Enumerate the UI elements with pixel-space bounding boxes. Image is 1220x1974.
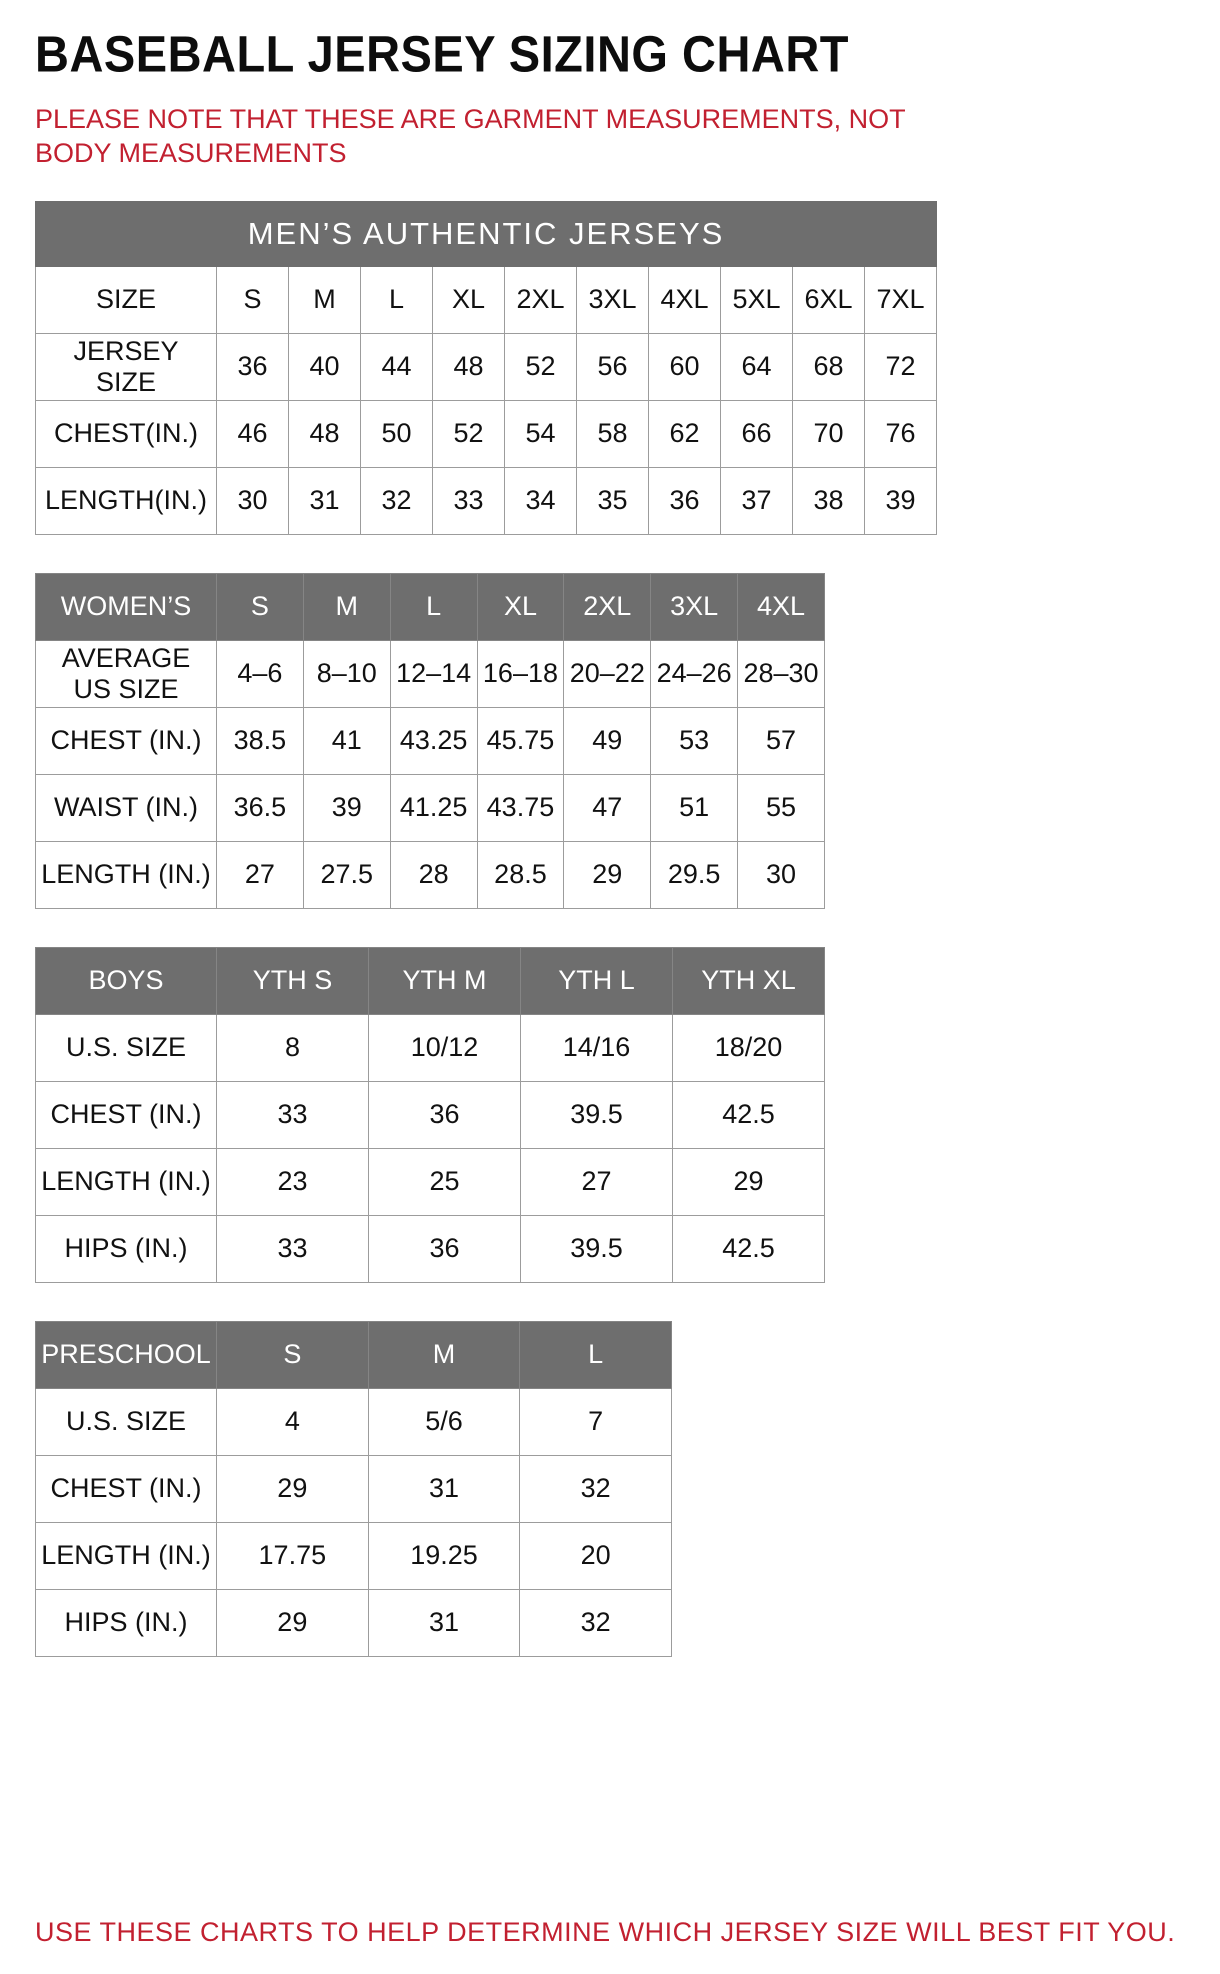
table-row — [36, 707, 825, 774]
table-cell: 12–14 — [390, 640, 477, 707]
table-cell: 62 — [649, 400, 721, 467]
table-cell: 24–26 — [651, 640, 738, 707]
table-cell: 33 — [217, 1215, 369, 1282]
table-cell: 44 — [361, 333, 433, 400]
table-cell: 68 — [793, 333, 865, 400]
table-row — [36, 1455, 672, 1522]
table-cell: 66 — [721, 400, 793, 467]
table-cell: 27 — [521, 1148, 673, 1215]
table-corner-label: WOMEN’S — [36, 573, 217, 640]
garment-measurement-note: PLEASE NOTE THAT THESE ARE GARMENT MEASUREMENTS, NOT BODY MEASUREMENTS — [35, 104, 906, 168]
column-header: M — [303, 573, 390, 640]
row-label: WAIST (IN.) — [36, 774, 217, 841]
table-row — [36, 1215, 825, 1282]
row-label: CHEST(IN.) — [36, 400, 217, 467]
boys-table — [35, 947, 825, 1283]
column-header: YTH S — [217, 947, 369, 1014]
table-cell: 42.5 — [673, 1081, 825, 1148]
table-cell: 25 — [369, 1148, 521, 1215]
column-header: YTH XL — [673, 947, 825, 1014]
table-row — [36, 266, 937, 333]
row-label: U.S. SIZE — [36, 1388, 217, 1455]
table-cell: 28–30 — [738, 640, 825, 707]
column-header: M — [368, 1321, 520, 1388]
table-row — [36, 1522, 672, 1589]
table-cell: 70 — [793, 400, 865, 467]
table-cell: 8–10 — [303, 640, 390, 707]
table-cell: 20–22 — [564, 640, 651, 707]
table-cell: 46 — [217, 400, 289, 467]
table-cell: 29 — [673, 1148, 825, 1215]
table-cell: 32 — [520, 1455, 672, 1522]
row-label: AVERAGE US SIZE — [36, 640, 217, 707]
table-cell: 39 — [865, 467, 937, 534]
table-row — [36, 1014, 825, 1081]
column-header: S — [217, 573, 304, 640]
table-cell: 31 — [368, 1455, 520, 1522]
table-header-row — [36, 1321, 672, 1388]
row-label: JERSEY SIZE — [36, 333, 217, 400]
row-label: U.S. SIZE — [36, 1014, 217, 1081]
row-label: LENGTH (IN.) — [36, 841, 217, 908]
table-cell: 4 — [217, 1388, 369, 1455]
table-cell: 17.75 — [217, 1522, 369, 1589]
table-cell: S — [217, 266, 289, 333]
table-cell: 60 — [649, 333, 721, 400]
column-header: 2XL — [564, 573, 651, 640]
table-cell: 34 — [505, 467, 577, 534]
table-row — [36, 640, 825, 707]
table-row — [36, 467, 937, 534]
table-cell: 3XL — [577, 266, 649, 333]
table-corner-label: PRESCHOOL — [36, 1321, 217, 1388]
table-cell: 35 — [577, 467, 649, 534]
table-cell: 32 — [361, 467, 433, 534]
table-cell: 7 — [520, 1388, 672, 1455]
table-cell: 29 — [564, 841, 651, 908]
table-cell: M — [289, 266, 361, 333]
table-cell: 33 — [217, 1081, 369, 1148]
table-row — [36, 774, 825, 841]
table-cell: 4XL — [649, 266, 721, 333]
table-row — [36, 1388, 672, 1455]
table-cell: 39.5 — [521, 1215, 673, 1282]
table-cell: 52 — [433, 400, 505, 467]
table-cell: 14/16 — [521, 1014, 673, 1081]
column-header: YTH L — [521, 947, 673, 1014]
row-label: SIZE — [36, 266, 217, 333]
table-cell: 45.75 — [477, 707, 564, 774]
preschool-table — [35, 1321, 672, 1657]
table-cell: 10/12 — [369, 1014, 521, 1081]
row-label: CHEST (IN.) — [36, 1455, 217, 1522]
table-title-row — [36, 201, 937, 266]
table-cell: 7XL — [865, 266, 937, 333]
table-cell: 33 — [433, 467, 505, 534]
page-title: BASEBALL JERSEY SIZING CHART — [35, 25, 849, 83]
table-cell: 31 — [368, 1589, 520, 1656]
table-cell: 57 — [738, 707, 825, 774]
table-cell: 47 — [564, 774, 651, 841]
table-cell: 18/20 — [673, 1014, 825, 1081]
table-cell: 41.25 — [390, 774, 477, 841]
womens-table — [35, 573, 825, 909]
table-row — [36, 1081, 825, 1148]
table-cell: 42.5 — [673, 1215, 825, 1282]
table-cell: 43.25 — [390, 707, 477, 774]
table-row — [36, 841, 825, 908]
table-header-row — [36, 573, 825, 640]
table-cell: 29.5 — [651, 841, 738, 908]
table-cell: 29 — [217, 1455, 369, 1522]
table-cell: 2XL — [505, 266, 577, 333]
table-cell: 41 — [303, 707, 390, 774]
row-label: CHEST (IN.) — [36, 707, 217, 774]
row-label: HIPS (IN.) — [36, 1215, 217, 1282]
table-cell: 28.5 — [477, 841, 564, 908]
table-cell: 28 — [390, 841, 477, 908]
table-cell: 39 — [303, 774, 390, 841]
table-cell: 51 — [651, 774, 738, 841]
table-cell: 19.25 — [368, 1522, 520, 1589]
table-cell: XL — [433, 266, 505, 333]
table-cell: 58 — [577, 400, 649, 467]
row-label: CHEST (IN.) — [36, 1081, 217, 1148]
table-cell: 76 — [865, 400, 937, 467]
table-cell: 30 — [217, 467, 289, 534]
table-cell: 5/6 — [368, 1388, 520, 1455]
table-cell: 23 — [217, 1148, 369, 1215]
table-cell: 40 — [289, 333, 361, 400]
table-corner-label: BOYS — [36, 947, 217, 1014]
table-cell: 64 — [721, 333, 793, 400]
table-row — [36, 400, 937, 467]
table-cell: 6XL — [793, 266, 865, 333]
table-header-row — [36, 947, 825, 1014]
table-cell: 37 — [721, 467, 793, 534]
table-row — [36, 333, 937, 400]
table-cell: 32 — [520, 1589, 672, 1656]
column-header: S — [217, 1321, 369, 1388]
column-header: L — [520, 1321, 672, 1388]
table-cell: 39.5 — [521, 1081, 673, 1148]
table-cell: 50 — [361, 400, 433, 467]
table-cell: 27 — [217, 841, 304, 908]
table-row — [36, 1148, 825, 1215]
row-label: LENGTH (IN.) — [36, 1148, 217, 1215]
table-cell: 55 — [738, 774, 825, 841]
table-cell: 54 — [505, 400, 577, 467]
table-cell: 53 — [651, 707, 738, 774]
table-cell: 27.5 — [303, 841, 390, 908]
table-cell: 16–18 — [477, 640, 564, 707]
column-header: 3XL — [651, 573, 738, 640]
table-cell: 38 — [793, 467, 865, 534]
mens-authentic-jerseys-table — [35, 201, 937, 535]
table-cell: 36 — [369, 1081, 521, 1148]
table-cell: 56 — [577, 333, 649, 400]
table-cell: 52 — [505, 333, 577, 400]
table-cell: 48 — [433, 333, 505, 400]
table-cell: 29 — [217, 1589, 369, 1656]
table-cell: 43.75 — [477, 774, 564, 841]
table-row — [36, 1589, 672, 1656]
table-cell: 36 — [369, 1215, 521, 1282]
table-cell: 38.5 — [217, 707, 304, 774]
table-cell: 4–6 — [217, 640, 304, 707]
table-cell: 8 — [217, 1014, 369, 1081]
table-cell: 36 — [649, 467, 721, 534]
column-header: YTH M — [369, 947, 521, 1014]
table-cell: 30 — [738, 841, 825, 908]
table-cell: 5XL — [721, 266, 793, 333]
table-cell: 20 — [520, 1522, 672, 1589]
table-cell: 36 — [217, 333, 289, 400]
table-cell: 72 — [865, 333, 937, 400]
fit-advice-footer: USE THESE CHARTS TO HELP DETERMINE WHICH JERSEY SIZE WILL BEST FIT YOU. — [35, 1917, 1176, 1947]
column-header: 4XL — [738, 573, 825, 640]
table-cell: 36.5 — [217, 774, 304, 841]
column-header: XL — [477, 573, 564, 640]
table-cell: 49 — [564, 707, 651, 774]
row-label: HIPS (IN.) — [36, 1589, 217, 1656]
table-cell: 31 — [289, 467, 361, 534]
row-label: LENGTH (IN.) — [36, 1522, 217, 1589]
table-cell: L — [361, 266, 433, 333]
table-title: MEN’S AUTHENTIC JERSEYS — [36, 201, 937, 266]
column-header: L — [390, 573, 477, 640]
row-label: LENGTH(IN.) — [36, 467, 217, 534]
table-cell: 48 — [289, 400, 361, 467]
